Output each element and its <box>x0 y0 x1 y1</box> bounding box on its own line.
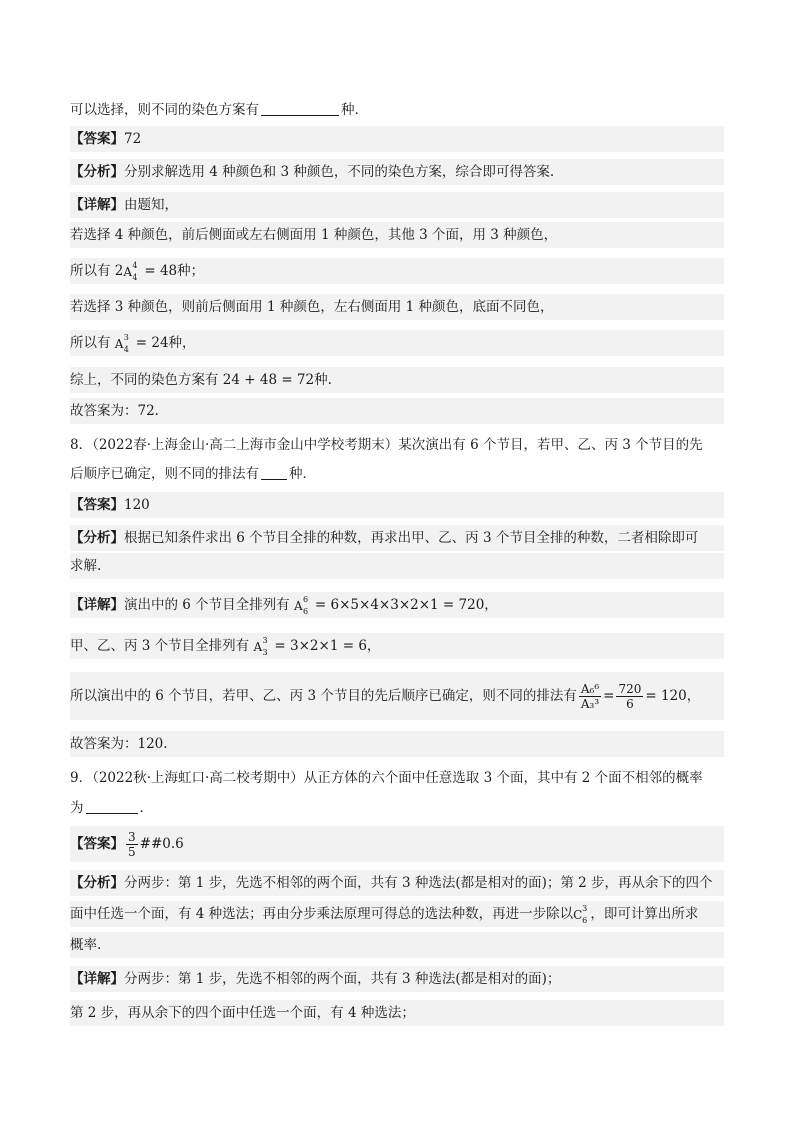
analysis-line: 面中任选一个面，有 4 种选法；再由分步乘法原理可得总的选法种数，再进一步除以C 3 6 ，即可计算出所求 <box>70 901 724 927</box>
answer-label: 【答案】 <box>70 497 124 513</box>
answer-line: 【答案】72 <box>70 126 724 152</box>
fraction: $\frac{\text{A₆⁶}}{\text{A₃³}}$ <box>580 682 600 711</box>
detail-line: 甲、乙、丙 3 个节目全排列有 A 3 3 = 3×2×1 = 6， <box>70 633 724 659</box>
analysis-label: 【分析】 <box>70 530 124 546</box>
detail-line: 若选择 3 种颜色，则前后侧面用 1 种颜色，左右侧面用 1 种颜色，底面不同色， <box>70 294 724 320</box>
answer-line: 【答案】 $\frac{3}{5}$ ##0.6 <box>70 826 724 862</box>
question-8-line: 8．（2022春·上海金山·高二上海市金山中学校考期末）某次演出有 6 个节目，若甲、乙、丙 3 个节目的先 <box>70 437 703 453</box>
detail-line: 故答案为：72. <box>70 398 724 424</box>
line-question7-end: 可以选择，则不同的染色方案有 种． <box>70 102 368 118</box>
permutation-symbol: A 4 4 <box>123 260 138 282</box>
permutation-symbol: A 3 3 <box>253 635 268 657</box>
analysis-label: 【分析】 <box>70 164 124 180</box>
permutation-symbol: A 3 4 <box>114 332 129 354</box>
detail-line: 所以有 2A 4 4 = 48种； <box>70 258 724 284</box>
detail-line: 所以有 A 3 4 = 24种， <box>70 330 724 356</box>
answer-label: 【答案】 <box>70 836 124 852</box>
answer-line: 【答案】120 <box>70 492 724 518</box>
answer-blank <box>261 464 287 480</box>
detail-line: 所以演出中的 6 个节目，若甲、乙、丙 3 个节目的先后顺序已确定，则不同的排法有 $\frac{\text{A₆⁶}}{\text{A₃³}}$ = $\frac{720}{6}$ = 120， <box>70 672 724 720</box>
detail-label: 【详解】 <box>70 197 124 213</box>
detail-line: 【详解】分两步：第 1 步，先选不相邻的两个面，共有 3 种选法(都是相对的面)； <box>70 966 724 992</box>
detail-label: 【详解】 <box>70 971 124 987</box>
question-9-line: 为 ． <box>70 800 153 816</box>
detail-line: 第 2 步，再从余下的四个面中任选一个面，有 4 种选法； <box>70 1000 724 1026</box>
combination-symbol: C 3 6 <box>573 903 588 925</box>
analysis-line: 【分析】根据已知条件求出 6 个节目全排的种数，再求出甲、乙、丙 3 个节目全排的种数，二者相除即可 <box>70 525 724 551</box>
answer-label: 【答案】 <box>70 131 124 147</box>
analysis-line: 【分析】分别求解选用 4 种颜色和 3 种颜色，不同的染色方案，综合即可得答案. <box>70 159 724 185</box>
fraction: $\frac{3}{5}$ <box>128 830 136 859</box>
detail-line: 综上，不同的染色方案有 24 + 48 = 72种. <box>70 367 724 393</box>
analysis-line: 概率. <box>70 932 724 958</box>
permutation-symbol: A 6 6 <box>293 594 309 616</box>
question-8-line: 后顺序已确定，则不同的排法有 种． <box>70 466 316 482</box>
fraction: $\frac{720}{6}$ <box>618 682 642 711</box>
detail-line: 若选择 4 种颜色，前后侧面或左右侧面用 1 种颜色，其他 3 个面，用 3 种颜色， <box>70 222 724 248</box>
analysis-line: 求解. <box>70 553 724 579</box>
analysis-label: 【分析】 <box>70 875 124 891</box>
question-9-line: 9．（2022秋·上海虹口·高二校考期中）从正方体的六个面中任意选取 3 个面，其中有 2 个面不相邻的概率 <box>70 770 703 786</box>
answer-blank <box>261 100 339 116</box>
detail-line: 【详解】演出中的 6 个节目全排列有 A 6 6 = 6×5×4×3×2×1 = 720， <box>70 592 724 618</box>
detail-line: 【详解】由题知， <box>70 192 724 218</box>
answer-blank <box>86 798 138 814</box>
analysis-line: 【分析】分两步：第 1 步，先选不相邻的两个面，共有 3 种选法(都是相对的面)；第 2 步，再从余下的四个 <box>70 870 724 896</box>
detail-label: 【详解】 <box>70 597 124 613</box>
detail-line: 故答案为：120. <box>70 731 724 757</box>
